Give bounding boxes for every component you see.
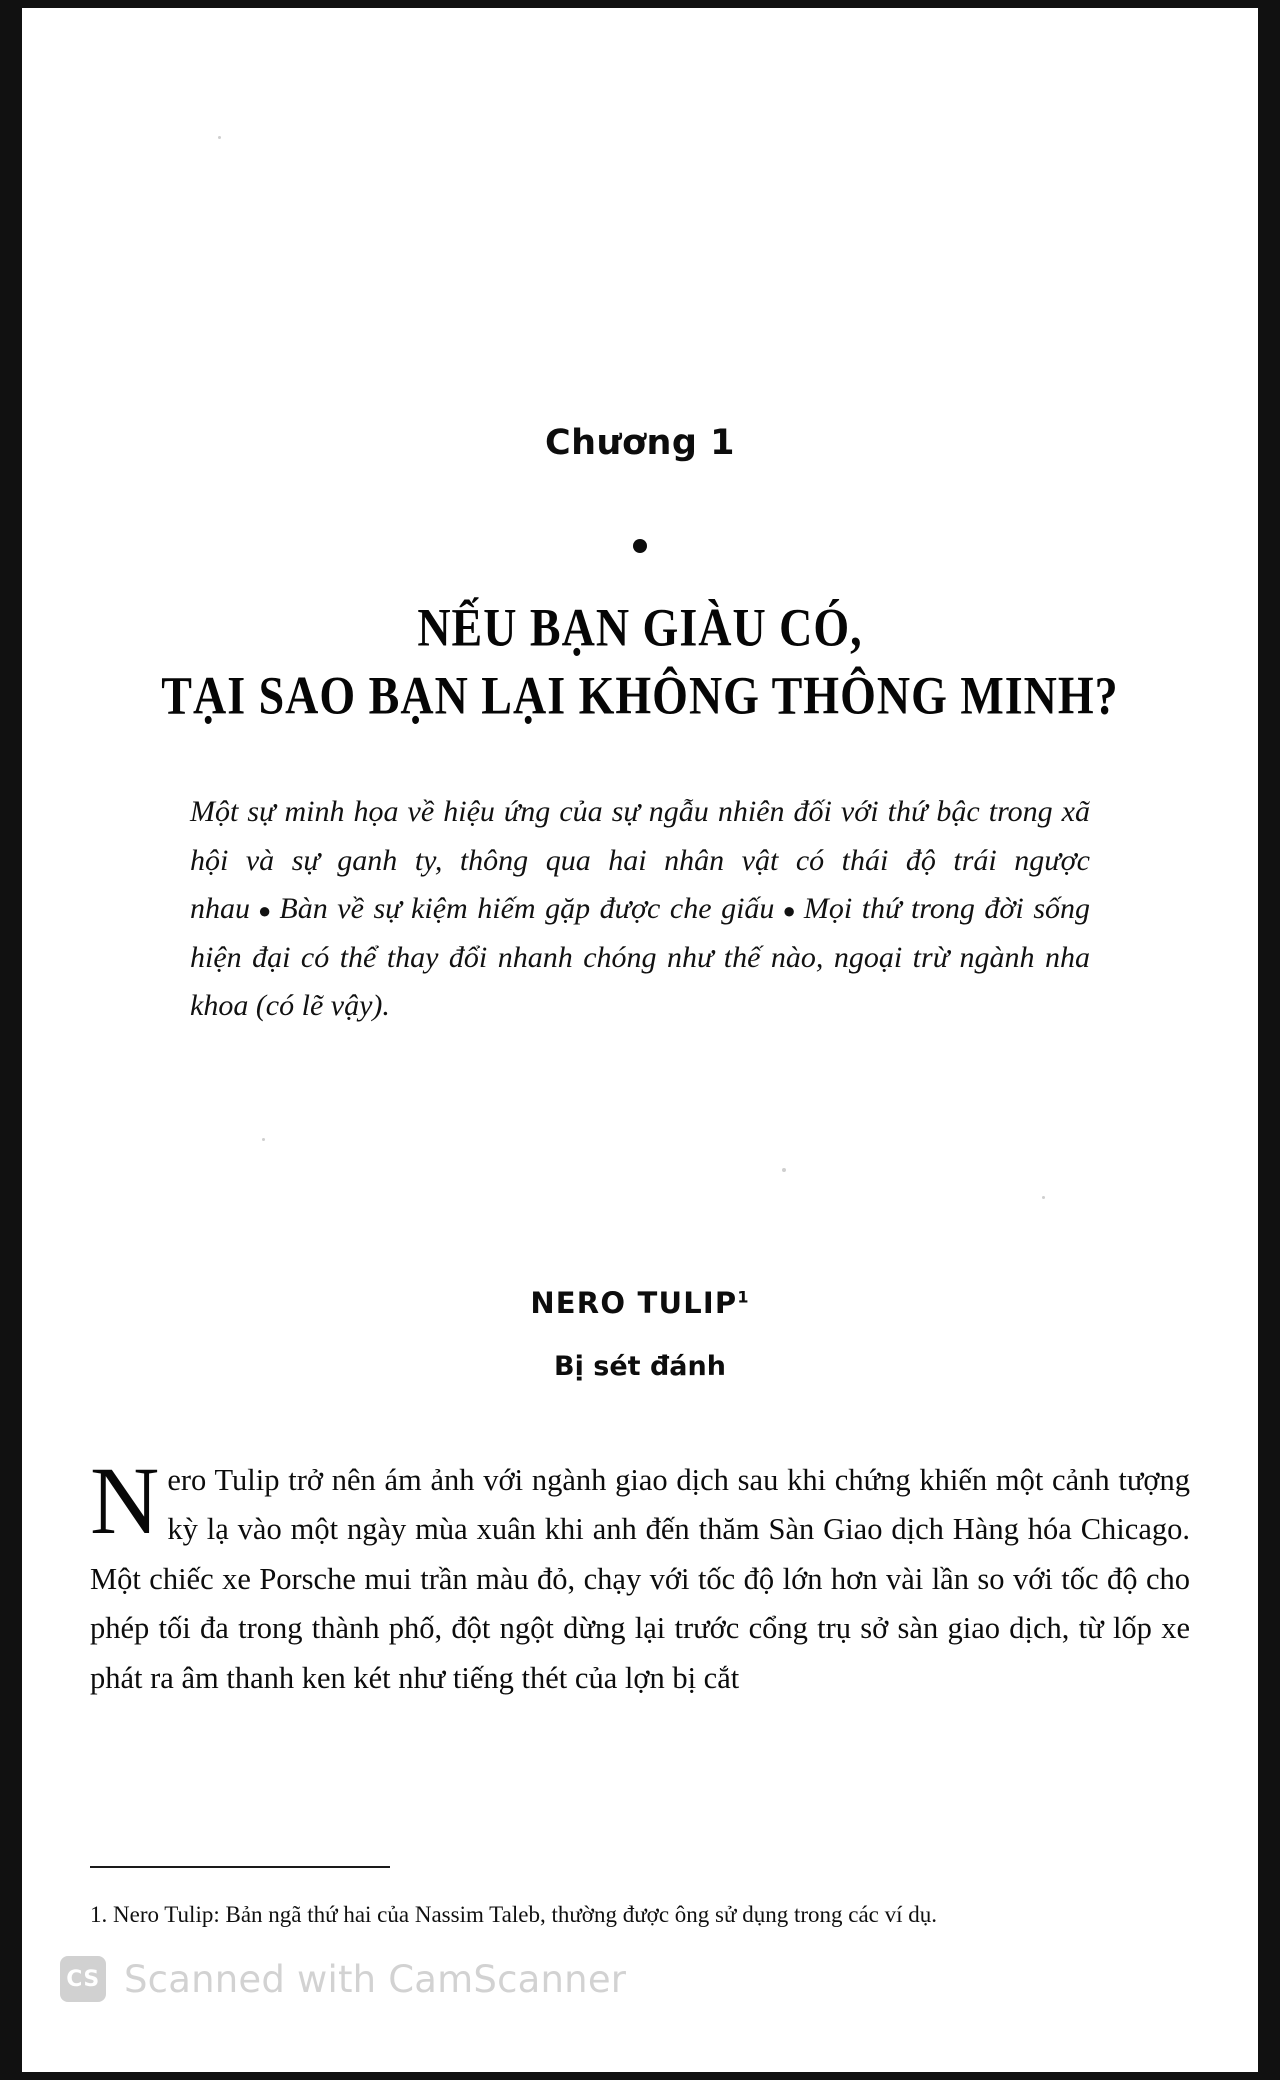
camscanner-watermark bbox=[60, 1956, 626, 2002]
page-title-line-2: TẠI SAO BẠN LẠI KHÔNG THÔNG MINH? bbox=[161, 665, 1119, 726]
scan-speck bbox=[218, 136, 221, 139]
body-paragraph-text: ero Tulip trở nên ám ảnh với ngành giao dịch sau khi chứng khiến một cảnh tượng kỳ lạ vào một ngày mùa xuân khi anh đến thăm Sàn Giao dịch Hàng hóa Chicago. Một chiếc xe Porsche mui trần màu đỏ, chạy với tốc độ lớn hơn vài lần so với tốc độ cho phép tối đa trong thành phố, đột ngột dừng lại trước cổng trụ sở sàn giao dịch, từ lốp xe phát ra âm thanh ken két như tiếng thét của lợn bị cắt bbox=[90, 1463, 1190, 1695]
section-subtitle: Bị sét đánh bbox=[554, 1351, 726, 1382]
bullet-separator-icon: ● bbox=[256, 898, 274, 924]
bullet-separator-icon: ● bbox=[780, 898, 798, 924]
scan-speck bbox=[262, 1138, 265, 1141]
camscanner-watermark-label: Scanned with CamScanner bbox=[124, 1957, 627, 2001]
body-paragraph bbox=[90, 1447, 1190, 1703]
scanned-page bbox=[22, 8, 1258, 2072]
scan-speck bbox=[782, 1168, 786, 1172]
section-title bbox=[22, 1286, 1258, 1320]
camscanner-logo-icon: CS bbox=[60, 1956, 106, 2002]
page-title bbox=[22, 596, 1258, 726]
footnote-text: 1. Nero Tulip: Bản ngã thứ hai của Nassim Taleb, thường được ông sử dụng trong các ví dụ. bbox=[90, 1902, 938, 1927]
section-title-text: NERO TULIP bbox=[530, 1286, 738, 1320]
drop-cap: N bbox=[90, 1447, 160, 1554]
chapter-subtitle-part-3: Mọi thứ trong đời sống hiện đại có thể thay đổi nhanh chóng như thế nào, ngoại trừ ngành nha khoa (có lẽ vậy). bbox=[190, 892, 1090, 1023]
chapter-subtitle-part-2: Bàn về sự kiệm hiếm gặp được che giấu bbox=[279, 892, 775, 926]
chapter-divider-dot bbox=[22, 520, 1258, 560]
section-title-footnote-marker: 1 bbox=[737, 1287, 750, 1307]
page-content bbox=[22, 8, 1258, 2072]
footnote-separator bbox=[90, 1866, 390, 1868]
chapter-label: Chương 1 bbox=[544, 423, 736, 463]
chapter-subtitle-part-1: Một sự minh họa về hiệu ứng của sự ngẫu nhiên đối với thứ bậc trong xã hội và sự ganh ty, thông qua hai nhân vật có thái độ trái ngược nhau bbox=[190, 795, 1090, 926]
chapter-subtitle bbox=[190, 788, 1090, 1031]
page-title-line-1: NẾU BẠN GIÀU CÓ, bbox=[417, 597, 863, 658]
scan-speck bbox=[1042, 1196, 1045, 1199]
